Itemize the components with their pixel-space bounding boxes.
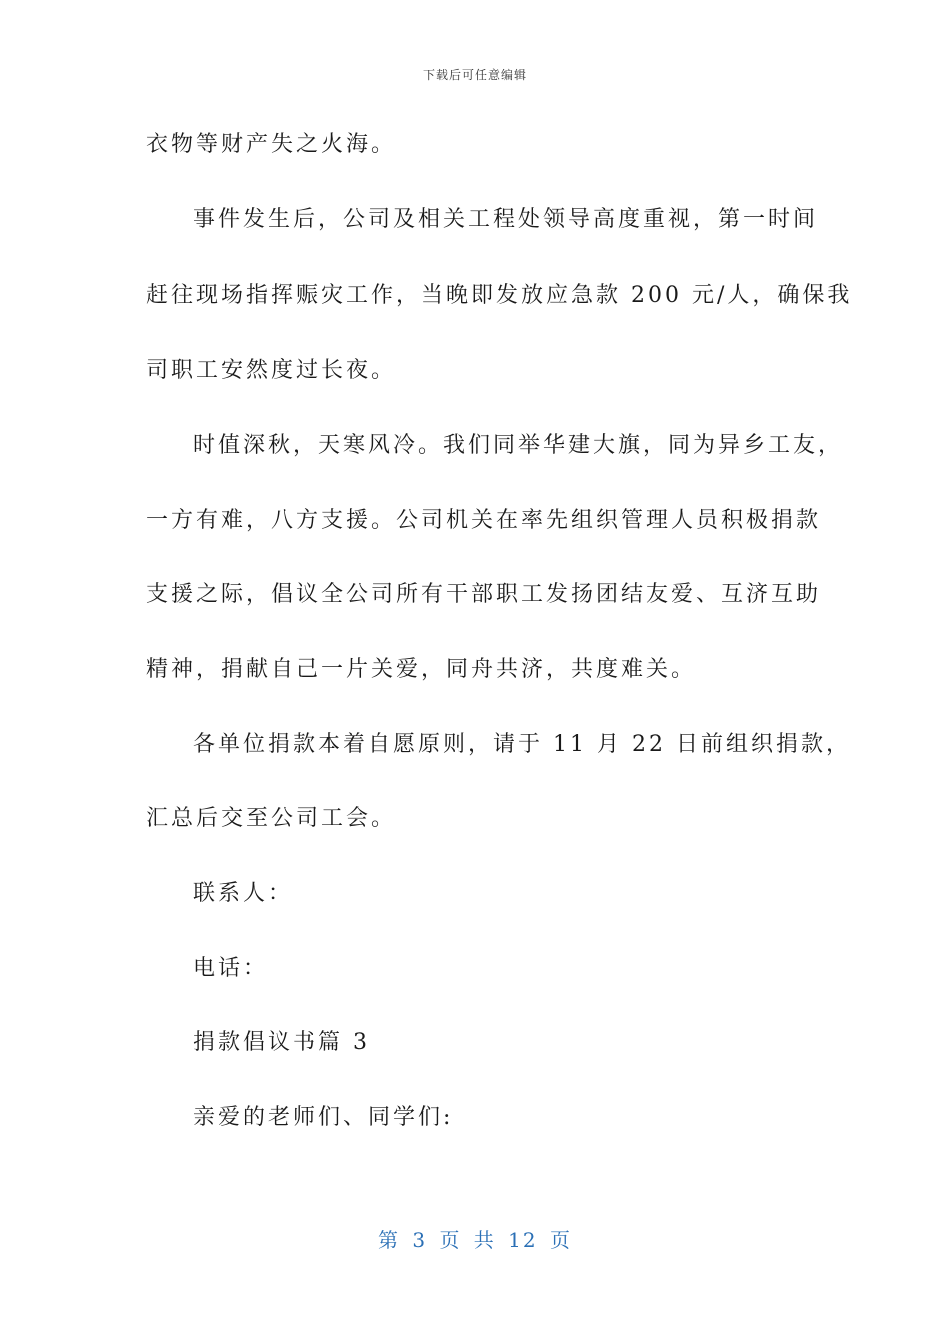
body-line: 事件发生后，公司及相关工程处领导高度重视，第一时间 <box>193 207 819 232</box>
salutation: 亲爱的老师们、同学们: <box>193 1105 454 1130</box>
body-line: 各单位捐款本着自愿原则，请于 11 月 22 日前组织捐款， <box>193 732 851 757</box>
body-line: 汇总后交至公司工会。 <box>146 806 397 831</box>
contact-person-label: 联系人： <box>193 881 294 906</box>
body-line: 时值深秋，天寒风冷。我们同举华建大旗，同为异乡工友， <box>193 433 844 458</box>
phone-label: 电话： <box>193 956 269 981</box>
body-line: 精神，捐献自己一片关爱，同舟共济，共度难关。 <box>146 657 697 682</box>
body-line: 司职工安然度过长夜。 <box>146 358 397 383</box>
body-line: 赶往现场指挥赈灾工作，当晚即发放应急款 200 元/人，确保我 <box>146 283 853 308</box>
body-line: 一方有难，八方支援。公司机关在率先组织管理人员积极捐款 <box>146 508 822 533</box>
page-header-note: 下载后可任意编辑 <box>422 68 527 82</box>
page-number-footer: 第 3 页 共 12 页 <box>378 1228 572 1252</box>
body-line: 支援之际，倡议全公司所有干部职工发扬团结友爱、互济互助 <box>146 582 822 607</box>
body-line: 衣物等财产失之火海。 <box>146 132 397 157</box>
section-heading: 捐款倡议书篇 3 <box>193 1030 370 1055</box>
